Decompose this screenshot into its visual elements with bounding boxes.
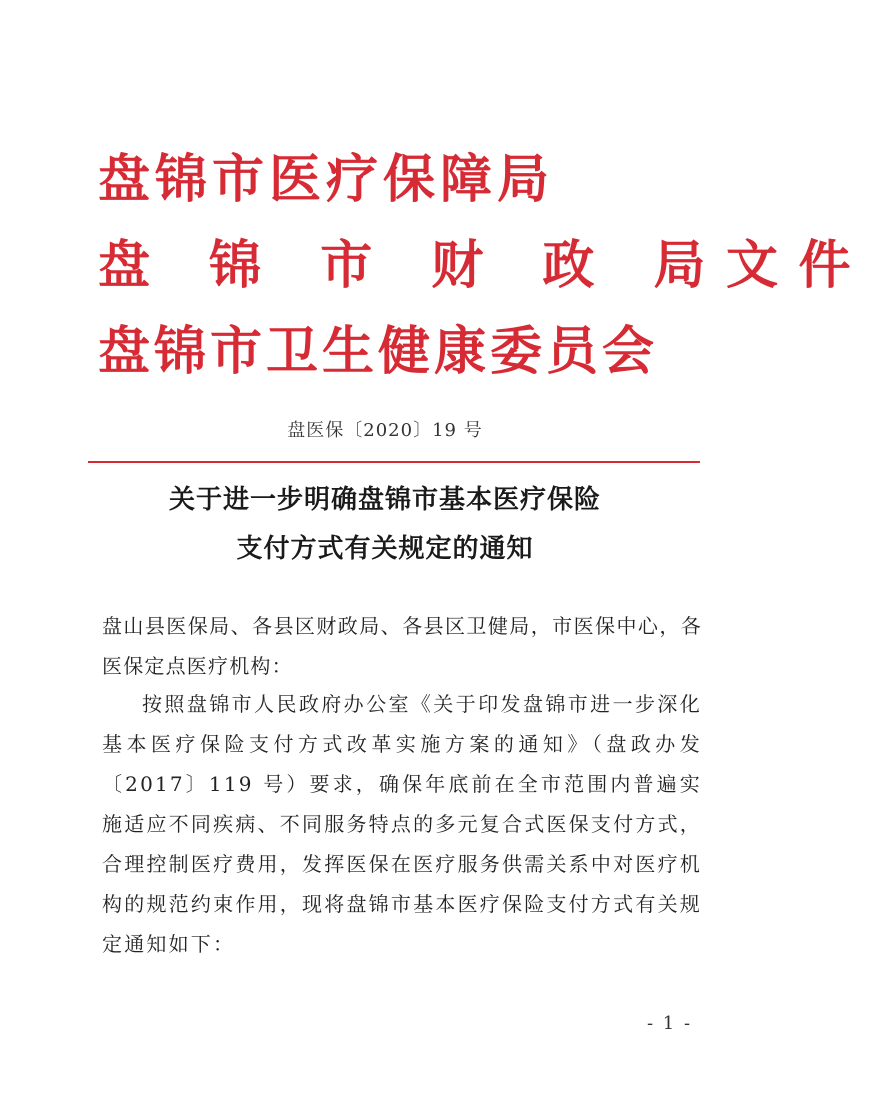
page-number: - 1 - <box>647 1013 693 1034</box>
body-paragraph: 按照盘锦市人民政府办公室《关于印发盘锦市进一步深化基本医疗保险支付方式改革实施方案的通知》（盘政办发〔2017〕119 号）要求，确保年底前在全市范围内普遍实施适应不同疾病、不同服务特点的多元复合式医保支付方式，合理控制医疗费用，发挥医保在医疗服务供需关系中对医疗机构的规范约束作用，现将盘锦市基本医疗保险支付方式有关规定通知如下： <box>102 692 702 956</box>
issuing-org-finance-bureau-document: 盘 锦 市 财 政 局文件 <box>98 235 871 296</box>
addressee: 盘山县医保局、各县区财政局、各县区卫健局，市医保中心，各医保定点医疗机构： <box>102 614 702 678</box>
document-number: 盘医保〔2020〕19 号 <box>287 420 483 441</box>
issuing-org-medical-security-bureau: 盘锦市医疗保障局 <box>98 149 555 210</box>
notice-title-line-1: 关于进一步明确盘锦市基本医疗保险 <box>168 485 601 515</box>
issuing-org-health-commission: 盘锦市卫生健康委员会 <box>98 321 659 382</box>
red-separator-line <box>88 461 700 463</box>
notice-title-line-2: 支付方式有关规定的通知 <box>236 534 534 564</box>
